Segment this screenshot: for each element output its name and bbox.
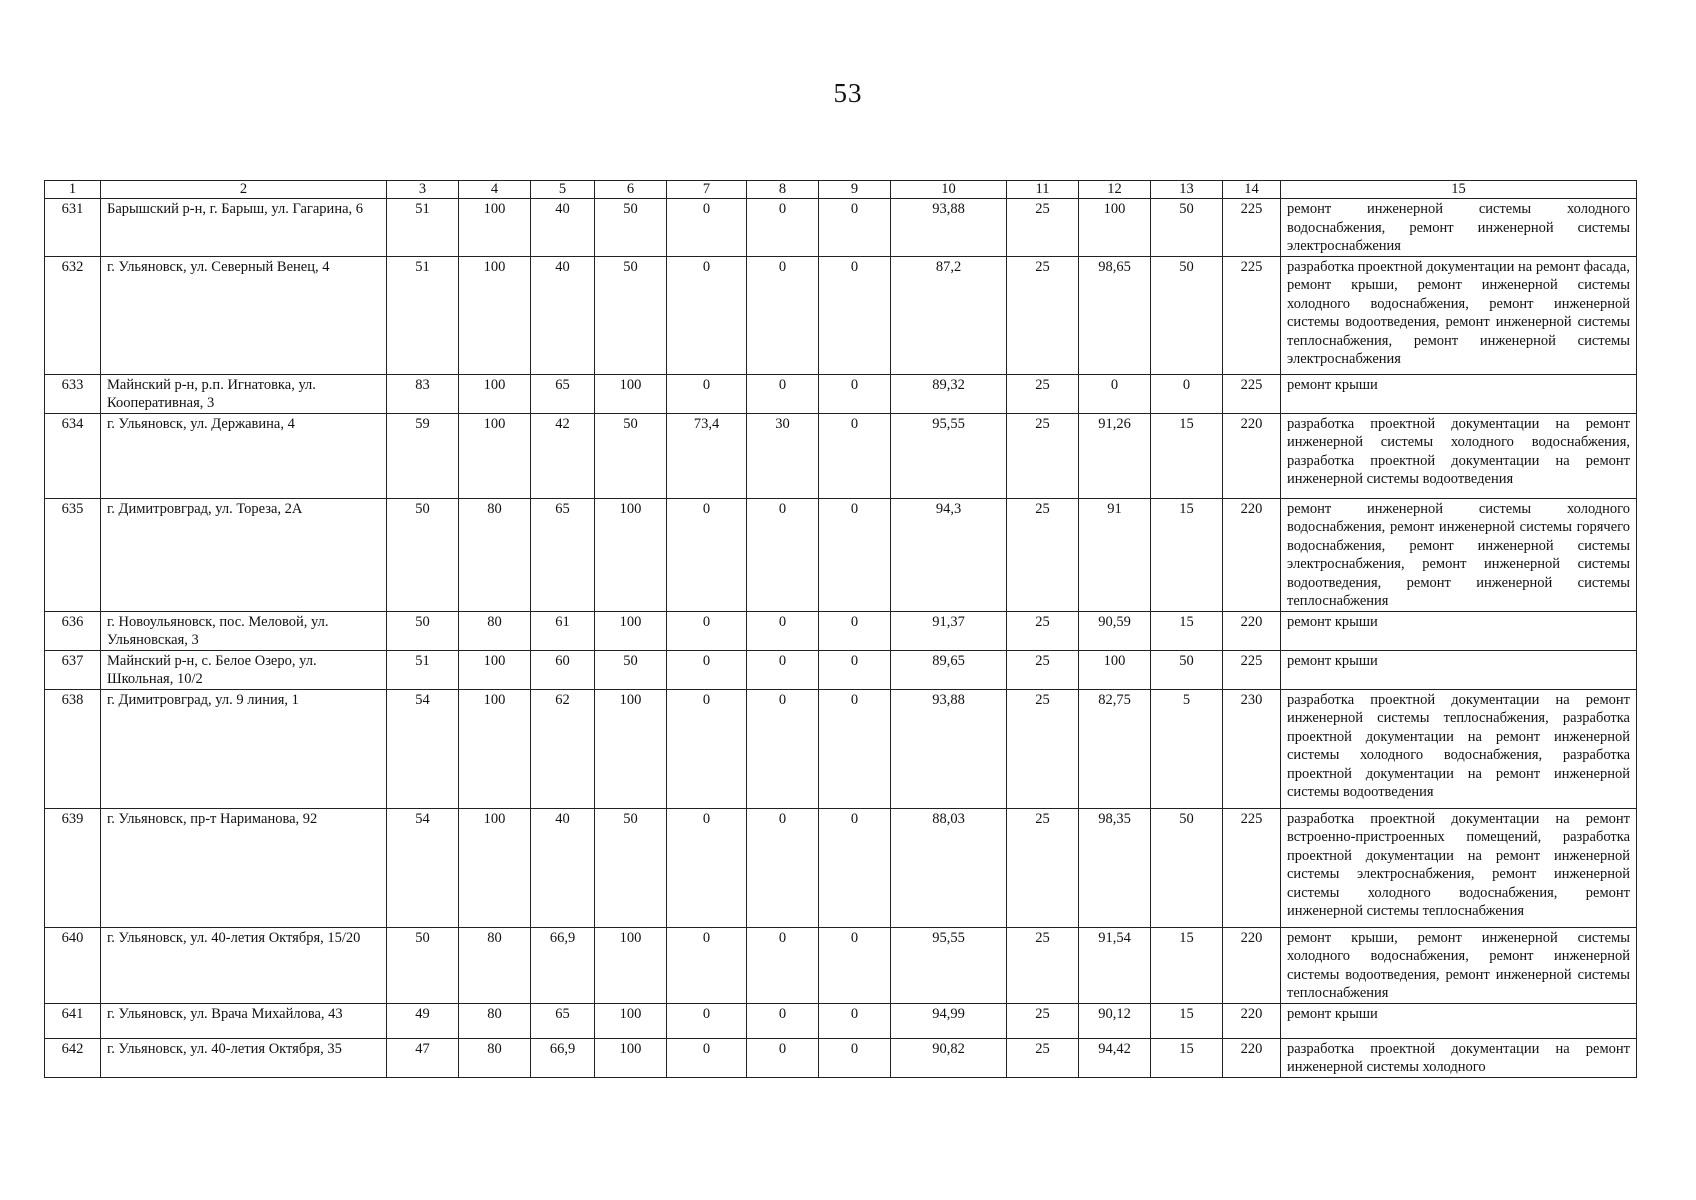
table-row	[45, 498, 1637, 611]
address-cell: Майнский р-н, с. Белое Озеро, ул. Школьная, 10/2	[101, 650, 387, 689]
value-cell: 0	[1151, 374, 1223, 413]
value-cell: 65	[531, 1003, 595, 1038]
row-number-cell: 642	[45, 1038, 101, 1077]
value-cell: 15	[1151, 413, 1223, 498]
value-cell: 220	[1223, 927, 1281, 1003]
column-header: 5	[531, 181, 595, 199]
value-cell: 94,42	[1079, 1038, 1151, 1077]
value-cell: 54	[387, 689, 459, 808]
column-header: 9	[819, 181, 891, 199]
value-cell: 50	[387, 927, 459, 1003]
value-cell: 100	[595, 689, 667, 808]
value-cell: 25	[1007, 199, 1079, 257]
row-number-cell: 634	[45, 413, 101, 498]
column-header: 4	[459, 181, 531, 199]
value-cell: 80	[459, 1003, 531, 1038]
value-cell: 15	[1151, 498, 1223, 611]
value-cell: 89,65	[891, 650, 1007, 689]
address-cell: г. Ульяновск, ул. Державина, 4	[101, 413, 387, 498]
value-cell: 0	[747, 927, 819, 1003]
value-cell: 62	[531, 689, 595, 808]
column-number-header-row	[45, 181, 1637, 199]
value-cell: 220	[1223, 1038, 1281, 1077]
value-cell: 100	[1079, 199, 1151, 257]
value-cell: 87,2	[891, 256, 1007, 374]
table-row	[45, 1038, 1637, 1077]
value-cell: 0	[667, 374, 747, 413]
value-cell: 25	[1007, 1038, 1079, 1077]
address-cell: г. Ульяновск, ул. 40-летия Октября, 35	[101, 1038, 387, 1077]
column-header: 2	[101, 181, 387, 199]
value-cell: 100	[459, 374, 531, 413]
works-cell: ремонт инженерной системы холодного водоснабжения, ремонт инженерной системы горячего водоснабжения, ремонт инженерной системы электроснабжения, ремонт инженерной системы водоотведения, ремонт инженерной системы теплоснабжения	[1281, 498, 1637, 611]
value-cell: 0	[667, 1038, 747, 1077]
value-cell: 65	[531, 374, 595, 413]
value-cell: 25	[1007, 927, 1079, 1003]
value-cell: 88,03	[891, 808, 1007, 927]
value-cell: 100	[459, 808, 531, 927]
table-row	[45, 927, 1637, 1003]
value-cell: 15	[1151, 1038, 1223, 1077]
value-cell: 225	[1223, 374, 1281, 413]
value-cell: 80	[459, 611, 531, 650]
address-cell: г. Ульяновск, ул. Врача Михайлова, 43	[101, 1003, 387, 1038]
value-cell: 47	[387, 1038, 459, 1077]
value-cell: 30	[747, 413, 819, 498]
row-number-cell: 631	[45, 199, 101, 257]
value-cell: 93,88	[891, 689, 1007, 808]
value-cell: 0	[747, 374, 819, 413]
value-cell: 25	[1007, 611, 1079, 650]
value-cell: 94,99	[891, 1003, 1007, 1038]
value-cell: 65	[531, 498, 595, 611]
value-cell: 0	[1079, 374, 1151, 413]
value-cell: 100	[459, 413, 531, 498]
value-cell: 25	[1007, 808, 1079, 927]
value-cell: 95,55	[891, 927, 1007, 1003]
table-row	[45, 808, 1637, 927]
value-cell: 15	[1151, 927, 1223, 1003]
value-cell: 51	[387, 199, 459, 257]
value-cell: 0	[819, 256, 891, 374]
value-cell: 25	[1007, 374, 1079, 413]
housing-repair-table	[44, 180, 1637, 1078]
column-header: 13	[1151, 181, 1223, 199]
value-cell: 0	[747, 256, 819, 374]
address-cell: г. Ульяновск, ул. 40-летия Октября, 15/20	[101, 927, 387, 1003]
value-cell: 0	[747, 1038, 819, 1077]
value-cell: 0	[667, 927, 747, 1003]
value-cell: 25	[1007, 650, 1079, 689]
value-cell: 220	[1223, 611, 1281, 650]
table-row	[45, 256, 1637, 374]
value-cell: 50	[595, 413, 667, 498]
value-cell: 0	[819, 808, 891, 927]
value-cell: 0	[819, 927, 891, 1003]
value-cell: 220	[1223, 498, 1281, 611]
value-cell: 0	[819, 611, 891, 650]
value-cell: 50	[595, 256, 667, 374]
value-cell: 91	[1079, 498, 1151, 611]
value-cell: 225	[1223, 199, 1281, 257]
value-cell: 0	[667, 199, 747, 257]
value-cell: 98,65	[1079, 256, 1151, 374]
row-number-cell: 632	[45, 256, 101, 374]
value-cell: 25	[1007, 256, 1079, 374]
value-cell: 25	[1007, 498, 1079, 611]
value-cell: 0	[747, 199, 819, 257]
value-cell: 51	[387, 256, 459, 374]
table-row	[45, 611, 1637, 650]
works-cell: ремонт крыши	[1281, 374, 1637, 413]
column-header: 1	[45, 181, 101, 199]
value-cell: 0	[819, 689, 891, 808]
address-cell: г. Ульяновск, пр-т Нариманова, 92	[101, 808, 387, 927]
row-number-cell: 637	[45, 650, 101, 689]
value-cell: 91,26	[1079, 413, 1151, 498]
value-cell: 80	[459, 498, 531, 611]
value-cell: 225	[1223, 650, 1281, 689]
value-cell: 230	[1223, 689, 1281, 808]
value-cell: 0	[667, 1003, 747, 1038]
value-cell: 100	[595, 498, 667, 611]
value-cell: 100	[459, 199, 531, 257]
value-cell: 0	[747, 1003, 819, 1038]
row-number-cell: 633	[45, 374, 101, 413]
value-cell: 25	[1007, 413, 1079, 498]
works-cell: ремонт крыши	[1281, 611, 1637, 650]
value-cell: 61	[531, 611, 595, 650]
works-cell: разработка проектной документации на ремонт инженерной системы холодного водоснабжения, разработка проектной документации на ремонт инженерной системы водоотведения	[1281, 413, 1637, 498]
column-header: 11	[1007, 181, 1079, 199]
value-cell: 100	[595, 374, 667, 413]
value-cell: 0	[747, 650, 819, 689]
table-row	[45, 689, 1637, 808]
value-cell: 50	[1151, 256, 1223, 374]
works-cell: разработка проектной документации на ремонт инженерной системы теплоснабжения, разработка проектной документации на ремонт инженерной системы холодного водоснабжения, разработка проектной документации на ремонт инженерной системы водоотведения	[1281, 689, 1637, 808]
value-cell: 0	[819, 498, 891, 611]
address-cell: Майнский р-н, р.п. Игнатовка, ул. Кооперативная, 3	[101, 374, 387, 413]
column-header: 6	[595, 181, 667, 199]
value-cell: 50	[387, 611, 459, 650]
value-cell: 0	[819, 1038, 891, 1077]
column-header: 14	[1223, 181, 1281, 199]
value-cell: 90,59	[1079, 611, 1151, 650]
value-cell: 100	[459, 256, 531, 374]
value-cell: 80	[459, 1038, 531, 1077]
row-number-cell: 635	[45, 498, 101, 611]
value-cell: 40	[531, 256, 595, 374]
value-cell: 0	[667, 498, 747, 611]
value-cell: 54	[387, 808, 459, 927]
value-cell: 0	[819, 413, 891, 498]
value-cell: 0	[747, 498, 819, 611]
column-header: 7	[667, 181, 747, 199]
value-cell: 91,54	[1079, 927, 1151, 1003]
value-cell: 220	[1223, 413, 1281, 498]
value-cell: 82,75	[1079, 689, 1151, 808]
value-cell: 98,35	[1079, 808, 1151, 927]
column-header: 8	[747, 181, 819, 199]
value-cell: 0	[667, 256, 747, 374]
value-cell: 59	[387, 413, 459, 498]
value-cell: 100	[1079, 650, 1151, 689]
value-cell: 0	[667, 650, 747, 689]
value-cell: 50	[595, 199, 667, 257]
value-cell: 0	[747, 689, 819, 808]
row-number-cell: 641	[45, 1003, 101, 1038]
value-cell: 0	[819, 650, 891, 689]
value-cell: 40	[531, 808, 595, 927]
value-cell: 100	[595, 611, 667, 650]
value-cell: 100	[595, 1038, 667, 1077]
address-cell: г. Димитровград, ул. Тореза, 2А	[101, 498, 387, 611]
table-row	[45, 199, 1637, 257]
value-cell: 93,88	[891, 199, 1007, 257]
value-cell: 49	[387, 1003, 459, 1038]
value-cell: 50	[595, 650, 667, 689]
value-cell: 100	[459, 689, 531, 808]
table-body	[45, 199, 1637, 1078]
value-cell: 0	[667, 808, 747, 927]
value-cell: 90,82	[891, 1038, 1007, 1077]
value-cell: 0	[819, 374, 891, 413]
value-cell: 90,12	[1079, 1003, 1151, 1038]
table-row	[45, 413, 1637, 498]
value-cell: 15	[1151, 1003, 1223, 1038]
row-number-cell: 636	[45, 611, 101, 650]
value-cell: 25	[1007, 1003, 1079, 1038]
page-number: 53	[833, 78, 863, 108]
works-cell: разработка проектной документации на ремонт встроенно-пристроенных помещений, разработка проектной документации на ремонт инженерной системы электроснабжения, ремонт инженерной системы холодного водоснабжения, ремонт инженерной системы теплоснабжения	[1281, 808, 1637, 927]
value-cell: 94,3	[891, 498, 1007, 611]
value-cell: 50	[387, 498, 459, 611]
value-cell: 51	[387, 650, 459, 689]
works-cell: разработка проектной документации на ремонт фасада, ремонт крыши, ремонт инженерной системы холодного водоснабжения, ремонт инженерной системы водоотведения, ремонт инженерной системы теплоснабжения, ремонт инженерной системы электроснабжения	[1281, 256, 1637, 374]
value-cell: 50	[1151, 808, 1223, 927]
address-cell: г. Димитровград, ул. 9 линия, 1	[101, 689, 387, 808]
value-cell: 0	[747, 611, 819, 650]
table-row	[45, 1003, 1637, 1038]
row-number-cell: 640	[45, 927, 101, 1003]
value-cell: 66,9	[531, 927, 595, 1003]
works-cell: ремонт крыши	[1281, 1003, 1637, 1038]
value-cell: 73,4	[667, 413, 747, 498]
value-cell: 50	[1151, 199, 1223, 257]
value-cell: 83	[387, 374, 459, 413]
value-cell: 91,37	[891, 611, 1007, 650]
works-cell: разработка проектной документации на ремонт инженерной системы холодного	[1281, 1038, 1637, 1077]
value-cell: 0	[667, 689, 747, 808]
value-cell: 25	[1007, 689, 1079, 808]
address-cell: Барышский р-н, г. Барыш, ул. Гагарина, 6	[101, 199, 387, 257]
works-cell: ремонт крыши, ремонт инженерной системы холодного водоснабжения, ремонт инженерной системы водоотведения, ремонт инженерной системы теплоснабжения	[1281, 927, 1637, 1003]
value-cell: 80	[459, 927, 531, 1003]
value-cell: 0	[819, 199, 891, 257]
value-cell: 0	[819, 1003, 891, 1038]
value-cell: 42	[531, 413, 595, 498]
value-cell: 89,32	[891, 374, 1007, 413]
column-header: 3	[387, 181, 459, 199]
value-cell: 220	[1223, 1003, 1281, 1038]
row-number-cell: 639	[45, 808, 101, 927]
column-header: 12	[1079, 181, 1151, 199]
value-cell: 66,9	[531, 1038, 595, 1077]
value-cell: 0	[667, 611, 747, 650]
column-header: 10	[891, 181, 1007, 199]
value-cell: 100	[595, 1003, 667, 1038]
address-cell: г. Ульяновск, ул. Северный Венец, 4	[101, 256, 387, 374]
column-header: 15	[1281, 181, 1637, 199]
value-cell: 225	[1223, 256, 1281, 374]
value-cell: 100	[459, 650, 531, 689]
address-cell: г. Новоульяновск, пос. Меловой, ул. Ульяновская, 3	[101, 611, 387, 650]
table-row	[45, 650, 1637, 689]
works-cell: ремонт инженерной системы холодного водоснабжения, ремонт инженерной системы электроснабжения	[1281, 199, 1637, 257]
value-cell: 95,55	[891, 413, 1007, 498]
works-cell: ремонт крыши	[1281, 650, 1637, 689]
value-cell: 40	[531, 199, 595, 257]
value-cell: 15	[1151, 611, 1223, 650]
value-cell: 50	[595, 808, 667, 927]
value-cell: 0	[747, 808, 819, 927]
value-cell: 50	[1151, 650, 1223, 689]
table-row	[45, 374, 1637, 413]
row-number-cell: 638	[45, 689, 101, 808]
value-cell: 60	[531, 650, 595, 689]
value-cell: 225	[1223, 808, 1281, 927]
value-cell: 100	[595, 927, 667, 1003]
value-cell: 5	[1151, 689, 1223, 808]
